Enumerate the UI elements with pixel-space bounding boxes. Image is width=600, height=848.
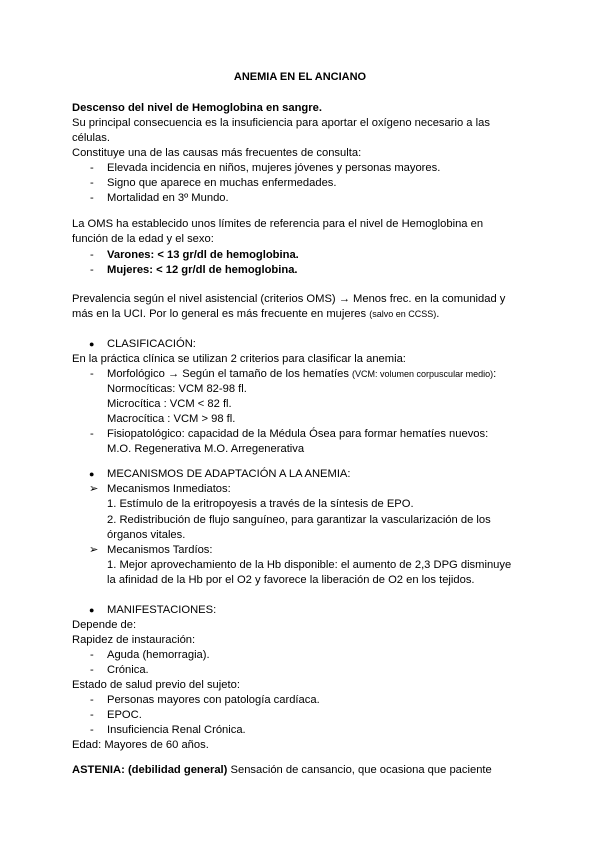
micro-line: Microcítica : VCM < 82 fl. bbox=[107, 398, 232, 410]
dash-marker: - bbox=[90, 177, 94, 189]
prevalence-text: más en la UCI. Por lo general es más frecuente en mujeres bbox=[72, 308, 367, 320]
list-item: Mortalidad en 3º Mundo. bbox=[107, 192, 229, 204]
dash-marker: - bbox=[90, 664, 94, 676]
prevalence-line-1: Prevalencia según el nivel asistencial (criterios OMS) → Menos frec. en la comunidad y bbox=[72, 293, 506, 305]
rapidez-line: Rapidez de instauración: bbox=[72, 634, 196, 646]
fisio-criterion: Fisiopatológico: capacidad de la Médula Ósea para formar hematíes nuevos: bbox=[107, 428, 489, 440]
macro-line: Macrocítica : VCM > 98 fl. bbox=[107, 413, 236, 425]
inmediatos-item-2a: 2. Redistribución de flujo sanguíneo, para garantizar la vascularización de los bbox=[107, 514, 491, 526]
intro-line-1: Su principal consecuencia es la insuficiencia para aportar el oxígeno necesario a las bbox=[72, 117, 490, 129]
dash-marker: - bbox=[90, 162, 94, 174]
depende-line: Depende de: bbox=[72, 619, 137, 631]
tardios-item-1a: 1. Mejor aprovechamiento de la Hb disponible: el aumento de 2,3 DPG disminuye bbox=[107, 559, 512, 571]
clasificacion-intro: En la práctica clínica se utilizan 2 criterios para clasificar la anemia: bbox=[72, 353, 406, 365]
limit-women: Mujeres: < 12 gr/dl de hemoglobina. bbox=[107, 264, 298, 276]
arrow-bullet-icon: ➢ bbox=[89, 483, 99, 495]
document-title: ANEMIA EN EL ANCIANO bbox=[233, 71, 367, 83]
dash-marker: - bbox=[90, 709, 94, 721]
clasificacion-heading: CLASIFICACIÓN: bbox=[107, 338, 196, 350]
list-item: EPOC. bbox=[107, 709, 142, 721]
dash-marker: - bbox=[90, 428, 94, 440]
dash-marker: - bbox=[90, 724, 94, 736]
morph-text: Morfológico → Según el tamaño de los hematíes bbox=[107, 368, 349, 380]
morph-colon: : bbox=[493, 368, 497, 380]
bullet-dot-icon: ● bbox=[89, 339, 95, 349]
dash-marker: - bbox=[90, 249, 94, 261]
intro-heading: Descenso del nivel de Hemoglobina en sangre. bbox=[72, 102, 322, 114]
list-item: Insuficiencia Renal Crónica. bbox=[107, 724, 246, 736]
dash-marker: - bbox=[90, 368, 94, 380]
intro-line-3: Constituye una de las causas más frecuentes de consulta: bbox=[72, 147, 362, 159]
normo-line: Normocíticas: VCM 82-98 fl. bbox=[107, 383, 247, 395]
prevalence-line-2 bbox=[72, 307, 439, 322]
prevalence-period: . bbox=[436, 308, 440, 320]
limit-men: Varones: < 13 gr/dl de hemoglobina. bbox=[107, 249, 299, 261]
morph-criterion bbox=[107, 367, 496, 382]
list-item: Signo que aparece en muchas enfermedades. bbox=[107, 177, 337, 189]
dash-marker: - bbox=[90, 649, 94, 661]
fisio-types: M.O. Regenerativa M.O. Arregenerativa bbox=[107, 443, 305, 455]
edad-line: Edad: Mayores de 60 años. bbox=[72, 739, 209, 751]
tardios-item-1b: la afinidad de la Hb por el O2 y favorece la liberación de O2 en los tejidos. bbox=[107, 574, 475, 586]
tardios-heading: Mecanismos Tardíos: bbox=[107, 544, 213, 556]
list-item: Elevada incidencia en niños, mujeres jóvenes y personas mayores. bbox=[107, 162, 441, 174]
astenia-line bbox=[72, 763, 492, 778]
oms-line-2: función de la edad y el sexo: bbox=[72, 233, 214, 245]
bullet-dot-icon: ● bbox=[89, 469, 95, 479]
arrow-bullet-icon: ➢ bbox=[89, 544, 99, 556]
intro-line-2: células. bbox=[72, 132, 110, 144]
manifestaciones-heading: MANIFESTACIONES: bbox=[107, 604, 217, 616]
mecanismos-heading: MECANISMOS DE ADAPTACIÓN A LA ANEMIA: bbox=[107, 468, 351, 480]
morph-note: (VCM: volumen corpuscular medio) bbox=[352, 369, 494, 379]
oms-line-1: La OMS ha establecido unos límites de referencia para el nivel de Hemoglobina en bbox=[72, 218, 484, 230]
astenia-text: Sensación de cansancio, que ocasiona que paciente bbox=[227, 764, 492, 776]
estado-line: Estado de salud previo del sujeto: bbox=[72, 679, 240, 691]
dash-marker: - bbox=[90, 694, 94, 706]
inmediatos-heading: Mecanismos Inmediatos: bbox=[107, 483, 231, 495]
astenia-label: ASTENIA: (debilidad general) bbox=[72, 764, 228, 776]
dash-marker: - bbox=[90, 264, 94, 276]
list-item: Personas mayores con patología cardíaca. bbox=[107, 694, 320, 706]
inmediatos-item-1: 1. Estímulo de la eritropoyesis a través de la síntesis de EPO. bbox=[107, 498, 414, 510]
dash-marker: - bbox=[90, 192, 94, 204]
inmediatos-item-2b: órganos vitales. bbox=[107, 529, 186, 541]
list-item: Crónica. bbox=[107, 664, 149, 676]
list-item: Aguda (hemorragia). bbox=[107, 649, 210, 661]
prevalence-note: (salvo en CCSS) bbox=[369, 309, 437, 319]
bullet-dot-icon: ● bbox=[89, 605, 95, 615]
